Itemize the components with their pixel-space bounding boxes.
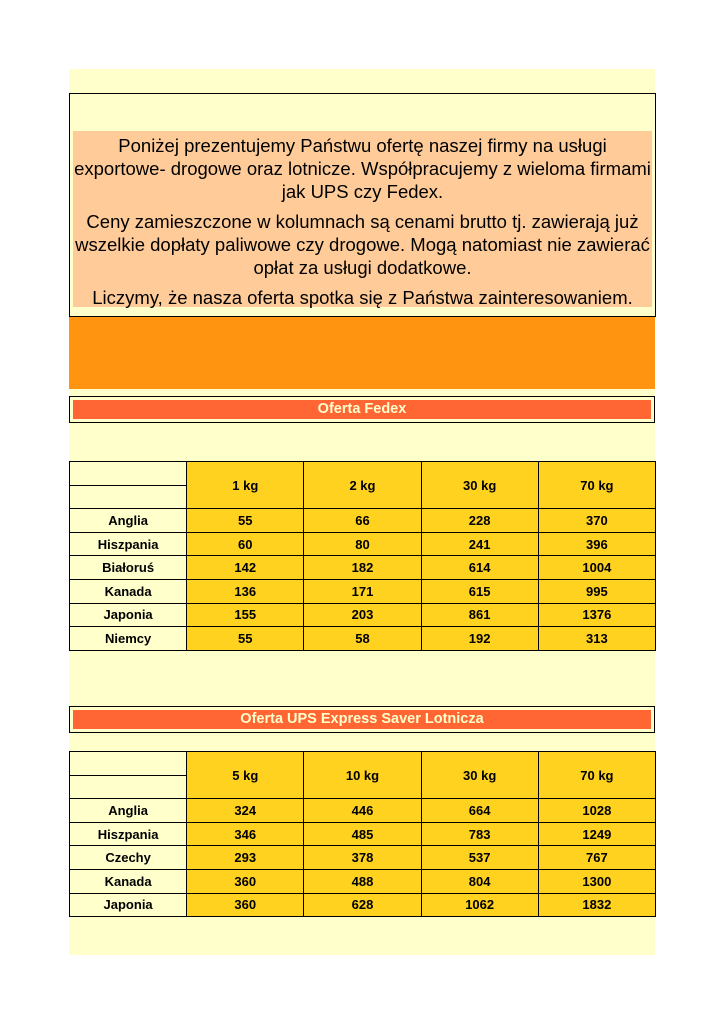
country-cell: Japonia [70, 893, 187, 917]
country-cell: Japonia [70, 603, 187, 627]
country-cell: Hiszpania [70, 822, 187, 846]
price-cell: 1004 [538, 556, 655, 580]
price-cell: 1062 [421, 893, 538, 917]
table-row [70, 509, 656, 533]
price-cell: 203 [304, 603, 421, 627]
price-cell: 171 [304, 579, 421, 603]
table-row [70, 846, 656, 870]
price-cell: 1832 [538, 893, 655, 917]
country-cell: Anglia [70, 509, 187, 533]
price-cell: 360 [187, 869, 304, 893]
price-cell: 60 [187, 532, 304, 556]
price-cell: 804 [421, 869, 538, 893]
price-cell: 66 [304, 509, 421, 533]
ups-title: Oferta UPS Express Saver Lotnicza [73, 710, 651, 729]
country-cell: Kanada [70, 579, 187, 603]
intro-paragraph-1: Poniżej prezentujemy Państwu ofertę naszej firmy na usługi exportowe- drogowe oraz lotnicze. Współpracujemy z wieloma firmami jak UPS czy Fedex. [74, 135, 651, 202]
price-cell: 861 [421, 603, 538, 627]
table-row [70, 822, 656, 846]
country-cell: Anglia [70, 799, 187, 823]
price-cell: 664 [421, 799, 538, 823]
table-header-row [70, 462, 656, 486]
price-cell: 58 [304, 627, 421, 651]
column-header: 1 kg [187, 462, 304, 509]
header-blank-cell [70, 485, 187, 509]
column-header: 30 kg [421, 462, 538, 509]
price-cell: 80 [304, 532, 421, 556]
table-row [70, 603, 656, 627]
price-cell: 537 [421, 846, 538, 870]
price-cell: 396 [538, 532, 655, 556]
table-header-row [70, 752, 656, 776]
price-cell: 378 [304, 846, 421, 870]
intro-paragraph-2: Ceny zamieszczone w kolumnach są cenami brutto tj. zawierają już wszelkie dopłaty paliwowe czy drogowe. Mogą natomiast nie zawierać opłat za usługi dodatkowe. [75, 211, 650, 278]
price-cell: 155 [187, 603, 304, 627]
column-header: 10 kg [304, 752, 421, 799]
intro-text-box [73, 131, 652, 307]
price-cell: 995 [538, 579, 655, 603]
country-cell: Białoruś [70, 556, 187, 580]
header-blank-cell [70, 462, 187, 486]
price-cell: 293 [187, 846, 304, 870]
price-cell: 767 [538, 846, 655, 870]
price-cell: 628 [304, 893, 421, 917]
price-cell: 228 [421, 509, 538, 533]
table-row [70, 799, 656, 823]
price-cell: 136 [187, 579, 304, 603]
column-header: 2 kg [304, 462, 421, 509]
price-cell: 485 [304, 822, 421, 846]
ups-title-frame [69, 706, 655, 733]
table-row [70, 532, 656, 556]
price-cell: 324 [187, 799, 304, 823]
price-cell: 241 [421, 532, 538, 556]
price-cell: 360 [187, 893, 304, 917]
country-cell: Hiszpania [70, 532, 187, 556]
price-cell: 1249 [538, 822, 655, 846]
country-cell: Niemcy [70, 627, 187, 651]
price-cell: 142 [187, 556, 304, 580]
price-cell: 55 [187, 509, 304, 533]
price-cell: 370 [538, 509, 655, 533]
price-cell: 55 [187, 627, 304, 651]
price-cell: 783 [421, 822, 538, 846]
country-cell: Czechy [70, 846, 187, 870]
price-cell: 192 [421, 627, 538, 651]
table-row [70, 869, 656, 893]
price-cell: 1376 [538, 603, 655, 627]
price-cell: 446 [304, 799, 421, 823]
intro-paragraph-3: Liczymy, że nasza oferta spotka się z Państwa zainteresowaniem. [92, 287, 633, 308]
price-cell: 1028 [538, 799, 655, 823]
price-cell: 614 [421, 556, 538, 580]
price-cell: 488 [304, 869, 421, 893]
table-row [70, 579, 656, 603]
price-cell: 313 [538, 627, 655, 651]
column-header: 30 kg [421, 752, 538, 799]
table-row [70, 627, 656, 651]
column-header: 5 kg [187, 752, 304, 799]
table-row [70, 556, 656, 580]
column-header: 70 kg [538, 752, 655, 799]
column-header: 70 kg [538, 462, 655, 509]
orange-band [69, 317, 655, 389]
ups-price-table [69, 751, 656, 917]
fedex-title-frame [69, 396, 655, 423]
header-blank-cell [70, 775, 187, 799]
country-cell: Kanada [70, 869, 187, 893]
price-cell: 1300 [538, 869, 655, 893]
price-cell: 346 [187, 822, 304, 846]
fedex-price-table [69, 461, 656, 651]
table-row [70, 893, 656, 917]
header-blank-cell [70, 752, 187, 776]
price-cell: 615 [421, 579, 538, 603]
fedex-title: Oferta Fedex [73, 400, 651, 419]
price-cell: 182 [304, 556, 421, 580]
